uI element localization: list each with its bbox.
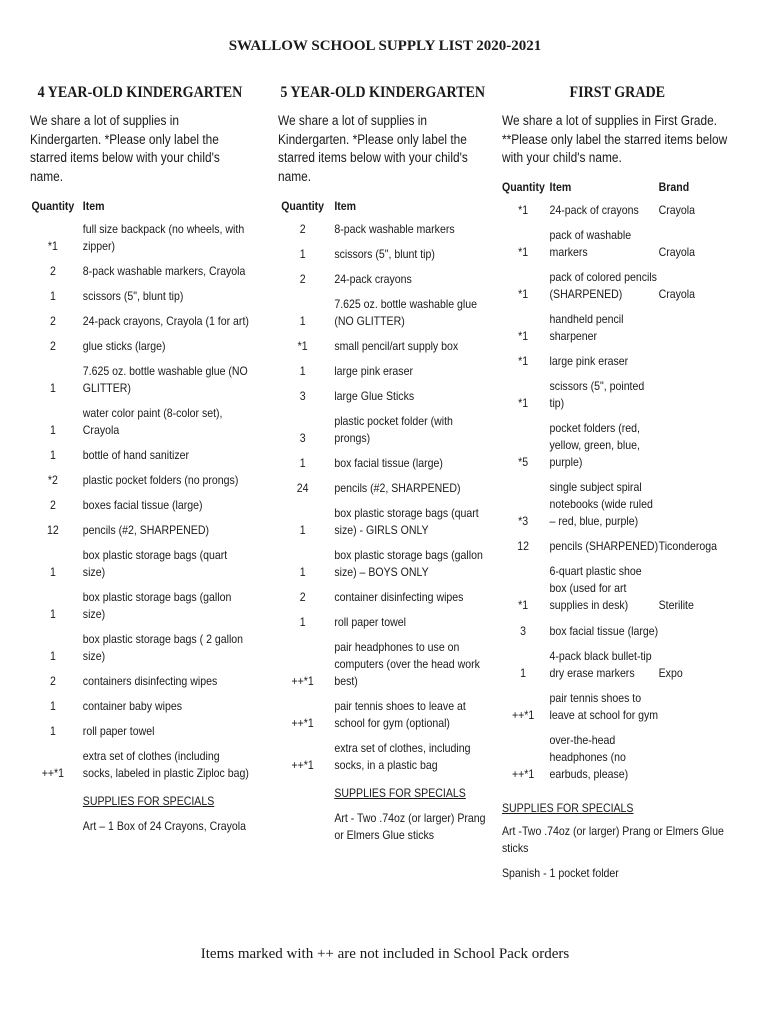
quantity-header: Quantity (31, 198, 75, 213)
item-quantity: 1 (299, 522, 306, 537)
item-name: 4-pack black bullet-tip dry erase markers (549, 648, 652, 680)
item-name: pair tennis shoes to leave at school for gym (optional) (334, 699, 466, 731)
specials-heading: SUPPLIES FOR SPECIALS (502, 800, 634, 815)
list-item (278, 292, 487, 334)
item-quantity: 2 (299, 271, 306, 286)
item-header: Item (334, 198, 357, 213)
item-name: box facial tissue (large) (334, 455, 443, 470)
item-name: box plastic storage bags (quart size) (82, 547, 228, 579)
column-intro: We share a lot of supplies in Kindergarten. *Please only label the starred items below with your child's name. (278, 113, 468, 184)
item-quantity: 2 (49, 674, 56, 689)
item-name: scissors (5", pointed tip) (549, 379, 645, 411)
list-item (502, 475, 733, 534)
item-name: pack of washable markers (549, 227, 632, 259)
item-name: scissors (5", blunt tip) (82, 288, 184, 303)
list-item (278, 610, 487, 635)
list-item (30, 627, 250, 669)
list-item (502, 686, 733, 728)
item-name: roll paper towel (82, 724, 155, 739)
page-title: SWALLOW SCHOOL SUPPLY LIST 2020-2021 (228, 38, 542, 54)
list-item (502, 728, 733, 787)
item-name: pencils (#2, SHARPENED) (334, 480, 461, 495)
column-intro: We share a lot of supplies in First Grade. **Please only label the starred items below with your child's name. (502, 113, 728, 166)
item-name: roll paper towel (334, 615, 406, 630)
list-item (278, 694, 487, 736)
item-name: 7.625 oz. bottle washable glue (NO GLITTER) (334, 296, 477, 328)
list-item (30, 309, 250, 334)
item-quantity: 1 (299, 313, 306, 328)
list-item (502, 559, 733, 618)
item-quantity: 12 (46, 522, 59, 537)
list-item (278, 736, 487, 778)
item-name: 24-pack crayons (334, 271, 412, 286)
list-item (502, 644, 733, 686)
item-name: box plastic storage bags (gallon size) (82, 590, 232, 622)
item-quantity: 3 (299, 430, 306, 445)
item-quantity: 1 (49, 380, 56, 395)
item-name: 8-pack washable markers (334, 221, 455, 236)
item-name: extra set of clothes (including socks, labeled in plastic Ziploc bag) (82, 749, 249, 781)
list-item (30, 669, 250, 694)
item-name: pack of colored pencils (SHARPENED) (549, 269, 657, 301)
list-item (278, 476, 487, 501)
item-quantity: ++*1 (41, 766, 65, 781)
item-quantity: *1 (297, 338, 308, 353)
item-quantity: 2 (49, 497, 56, 512)
item-name: large Glue Sticks (334, 388, 415, 403)
item-name: container disinfecting wipes (334, 590, 464, 604)
list-item (30, 518, 250, 543)
list-item (278, 384, 487, 409)
item-brand: Sterilite (658, 598, 694, 613)
list-item (30, 217, 250, 259)
list-item (30, 259, 250, 284)
item-quantity: 3 (520, 623, 527, 638)
list-item (502, 416, 733, 475)
list-item (278, 543, 487, 585)
specials-item: Art -Two .74oz (or larger) Prang or Elmers Glue sticks (502, 823, 724, 855)
list-item (30, 359, 250, 401)
item-quantity: *1 (518, 598, 529, 613)
list-item (278, 267, 487, 292)
item-name: pencils (SHARPENED) (549, 539, 659, 554)
list-item (502, 198, 733, 223)
list-item (502, 619, 733, 644)
column-4k (30, 84, 250, 835)
item-header: Item (549, 179, 572, 194)
item-quantity: 1 (299, 615, 306, 630)
item-quantity: 1 (49, 649, 56, 664)
list-item (502, 265, 733, 307)
column-intro: We share a lot of supplies in Kindergarten. *Please only label the starred items below with your child's name. (30, 113, 220, 184)
item-name: pair tennis shoes to leave at school for gym (549, 690, 659, 722)
item-name: pencils (#2, SHARPENED) (82, 522, 209, 537)
item-name: containers disinfecting wipes (82, 674, 218, 689)
item-quantity: 2 (49, 338, 56, 353)
item-quantity: 1 (299, 455, 306, 470)
list-item (278, 451, 487, 476)
item-name: large pink eraser (334, 363, 413, 378)
item-name: 24-pack crayons, Crayola (1 for art) (82, 313, 249, 328)
item-quantity: 2 (299, 590, 306, 604)
column-5k (278, 84, 487, 844)
specials-item: Art - Two .74oz (or larger) Prang or Elmers Glue sticks (334, 811, 486, 843)
item-quantity: 2 (49, 263, 56, 278)
item-quantity: *1 (518, 244, 529, 259)
item-quantity: *1 (518, 287, 529, 301)
list-item (30, 744, 250, 786)
item-name: boxes facial tissue (large) (82, 497, 203, 512)
list-item (278, 635, 487, 694)
specials-heading: SUPPLIES FOR SPECIALS (82, 794, 215, 809)
item-name: handheld pencil sharpener (549, 312, 624, 344)
list-item (278, 334, 487, 359)
list-item (30, 401, 250, 443)
item-name: single subject spiral notebooks (wide ruled – red, blue, purple) (549, 480, 653, 529)
list-item (502, 349, 733, 374)
specials-item: Art – 1 Box of 24 Crayons, Crayola (82, 819, 246, 834)
item-brand: Expo (658, 665, 683, 680)
list-item (278, 409, 487, 451)
list-item (30, 719, 250, 744)
list-item (30, 468, 250, 493)
specials-item: Spanish - 1 pocket folder (502, 865, 619, 880)
item-quantity: *2 (47, 472, 58, 487)
item-name: 7.625 oz. bottle washable glue (NO GLITTER) (82, 363, 248, 395)
list-item (30, 284, 250, 309)
item-name: container baby wipes (82, 699, 183, 714)
item-brand: Crayola (658, 244, 696, 259)
item-quantity: ++*1 (511, 766, 535, 781)
list-item (502, 307, 733, 349)
list-item (30, 493, 250, 518)
list-item (30, 334, 250, 359)
item-name: box facial tissue (large) (549, 623, 659, 638)
item-quantity: 1 (49, 699, 56, 714)
item-quantity: *3 (518, 514, 529, 529)
item-name: 8-pack washable markers, Crayola (82, 263, 246, 278)
item-name: 24-pack of crayons (549, 202, 639, 217)
table-header (278, 195, 487, 217)
item-header: Item (82, 198, 105, 213)
column-heading: 5 YEAR-OLD KINDERGARTEN (280, 84, 486, 101)
item-quantity: ++*1 (511, 707, 535, 722)
list-item (502, 534, 733, 559)
item-name: scissors (5", blunt tip) (334, 246, 435, 261)
list-item (278, 217, 487, 242)
item-quantity: 1 (49, 607, 56, 622)
item-name: water color paint (8-color set), Crayola (82, 405, 223, 437)
item-name: box plastic storage bags (gallon size) – BOYS ONLY (334, 547, 483, 579)
list-item (30, 443, 250, 468)
item-name: plastic pocket folders (no prongs) (82, 472, 239, 487)
list-item (278, 585, 487, 610)
item-name: 6-quart plastic shoe box (used for art supplies in desk) (549, 564, 642, 613)
item-quantity: ++*1 (291, 716, 314, 731)
column-first-grade (502, 84, 733, 882)
item-brand: Crayola (658, 202, 696, 217)
list-item (278, 242, 487, 267)
item-quantity: 1 (299, 246, 306, 261)
item-name: pair headphones to use on computers (over the head work best) (334, 640, 480, 689)
column-heading: 4 YEAR-OLD KINDERGARTEN (37, 84, 243, 101)
item-quantity: ++*1 (291, 674, 314, 689)
item-quantity: *1 (518, 329, 529, 344)
quantity-header: Quantity (502, 179, 545, 194)
brand-header: Brand (658, 179, 690, 194)
item-quantity: 24 (296, 480, 309, 495)
list-item (278, 359, 487, 384)
footer-note: Items marked with ++ are not included in School Pack orders (200, 946, 570, 962)
list-item (278, 501, 487, 543)
item-name: plastic pocket folder (with prongs) (334, 413, 453, 445)
item-name: over-the-head headphones (no earbuds, please) (549, 732, 629, 781)
item-quantity: *1 (518, 202, 529, 217)
list-item (30, 585, 250, 627)
item-quantity: 1 (299, 564, 306, 579)
table-header (30, 195, 250, 217)
item-quantity: 2 (49, 313, 56, 328)
item-quantity: *1 (518, 396, 529, 411)
list-item (30, 694, 250, 719)
item-quantity: *1 (47, 238, 58, 253)
list-item (502, 374, 733, 416)
item-quantity: 12 (517, 539, 529, 554)
quantity-header: Quantity (281, 198, 325, 213)
item-quantity: 1 (49, 288, 56, 303)
item-brand: Crayola (658, 287, 696, 301)
item-name: glue sticks (large) (82, 338, 166, 353)
item-name: bottle of hand sanitizer (82, 447, 190, 462)
table-header (502, 176, 733, 198)
item-quantity: ++*1 (291, 758, 314, 773)
item-quantity: 1 (49, 447, 56, 462)
item-name: box plastic storage bags (quart size) - GIRLS ONLY (334, 505, 479, 537)
item-quantity: *1 (518, 354, 529, 369)
item-name: small pencil/art supply box (334, 338, 459, 353)
item-quantity: 1 (520, 665, 527, 680)
item-name: full size backpack (no wheels, with zipper) (82, 221, 245, 253)
item-name: box plastic storage bags ( 2 gallon size) (82, 632, 244, 664)
item-quantity: 1 (49, 724, 56, 739)
item-name: large pink eraser (549, 354, 629, 369)
item-quantity: 3 (299, 388, 306, 403)
item-quantity: 2 (299, 221, 306, 236)
item-name: pocket folders (red, yellow, green, blue, purple) (549, 421, 640, 470)
item-name: extra set of clothes, including socks, in a plastic bag (334, 741, 471, 773)
list-item (30, 543, 250, 585)
item-quantity: 1 (299, 363, 306, 378)
specials-heading: SUPPLIES FOR SPECIALS (334, 786, 466, 801)
item-quantity: 1 (49, 422, 56, 437)
item-quantity: 1 (49, 564, 56, 579)
item-brand: Ticonderoga (658, 539, 717, 554)
list-item (502, 223, 733, 265)
item-quantity: *5 (518, 455, 529, 470)
column-heading: FIRST GRADE (569, 84, 666, 101)
